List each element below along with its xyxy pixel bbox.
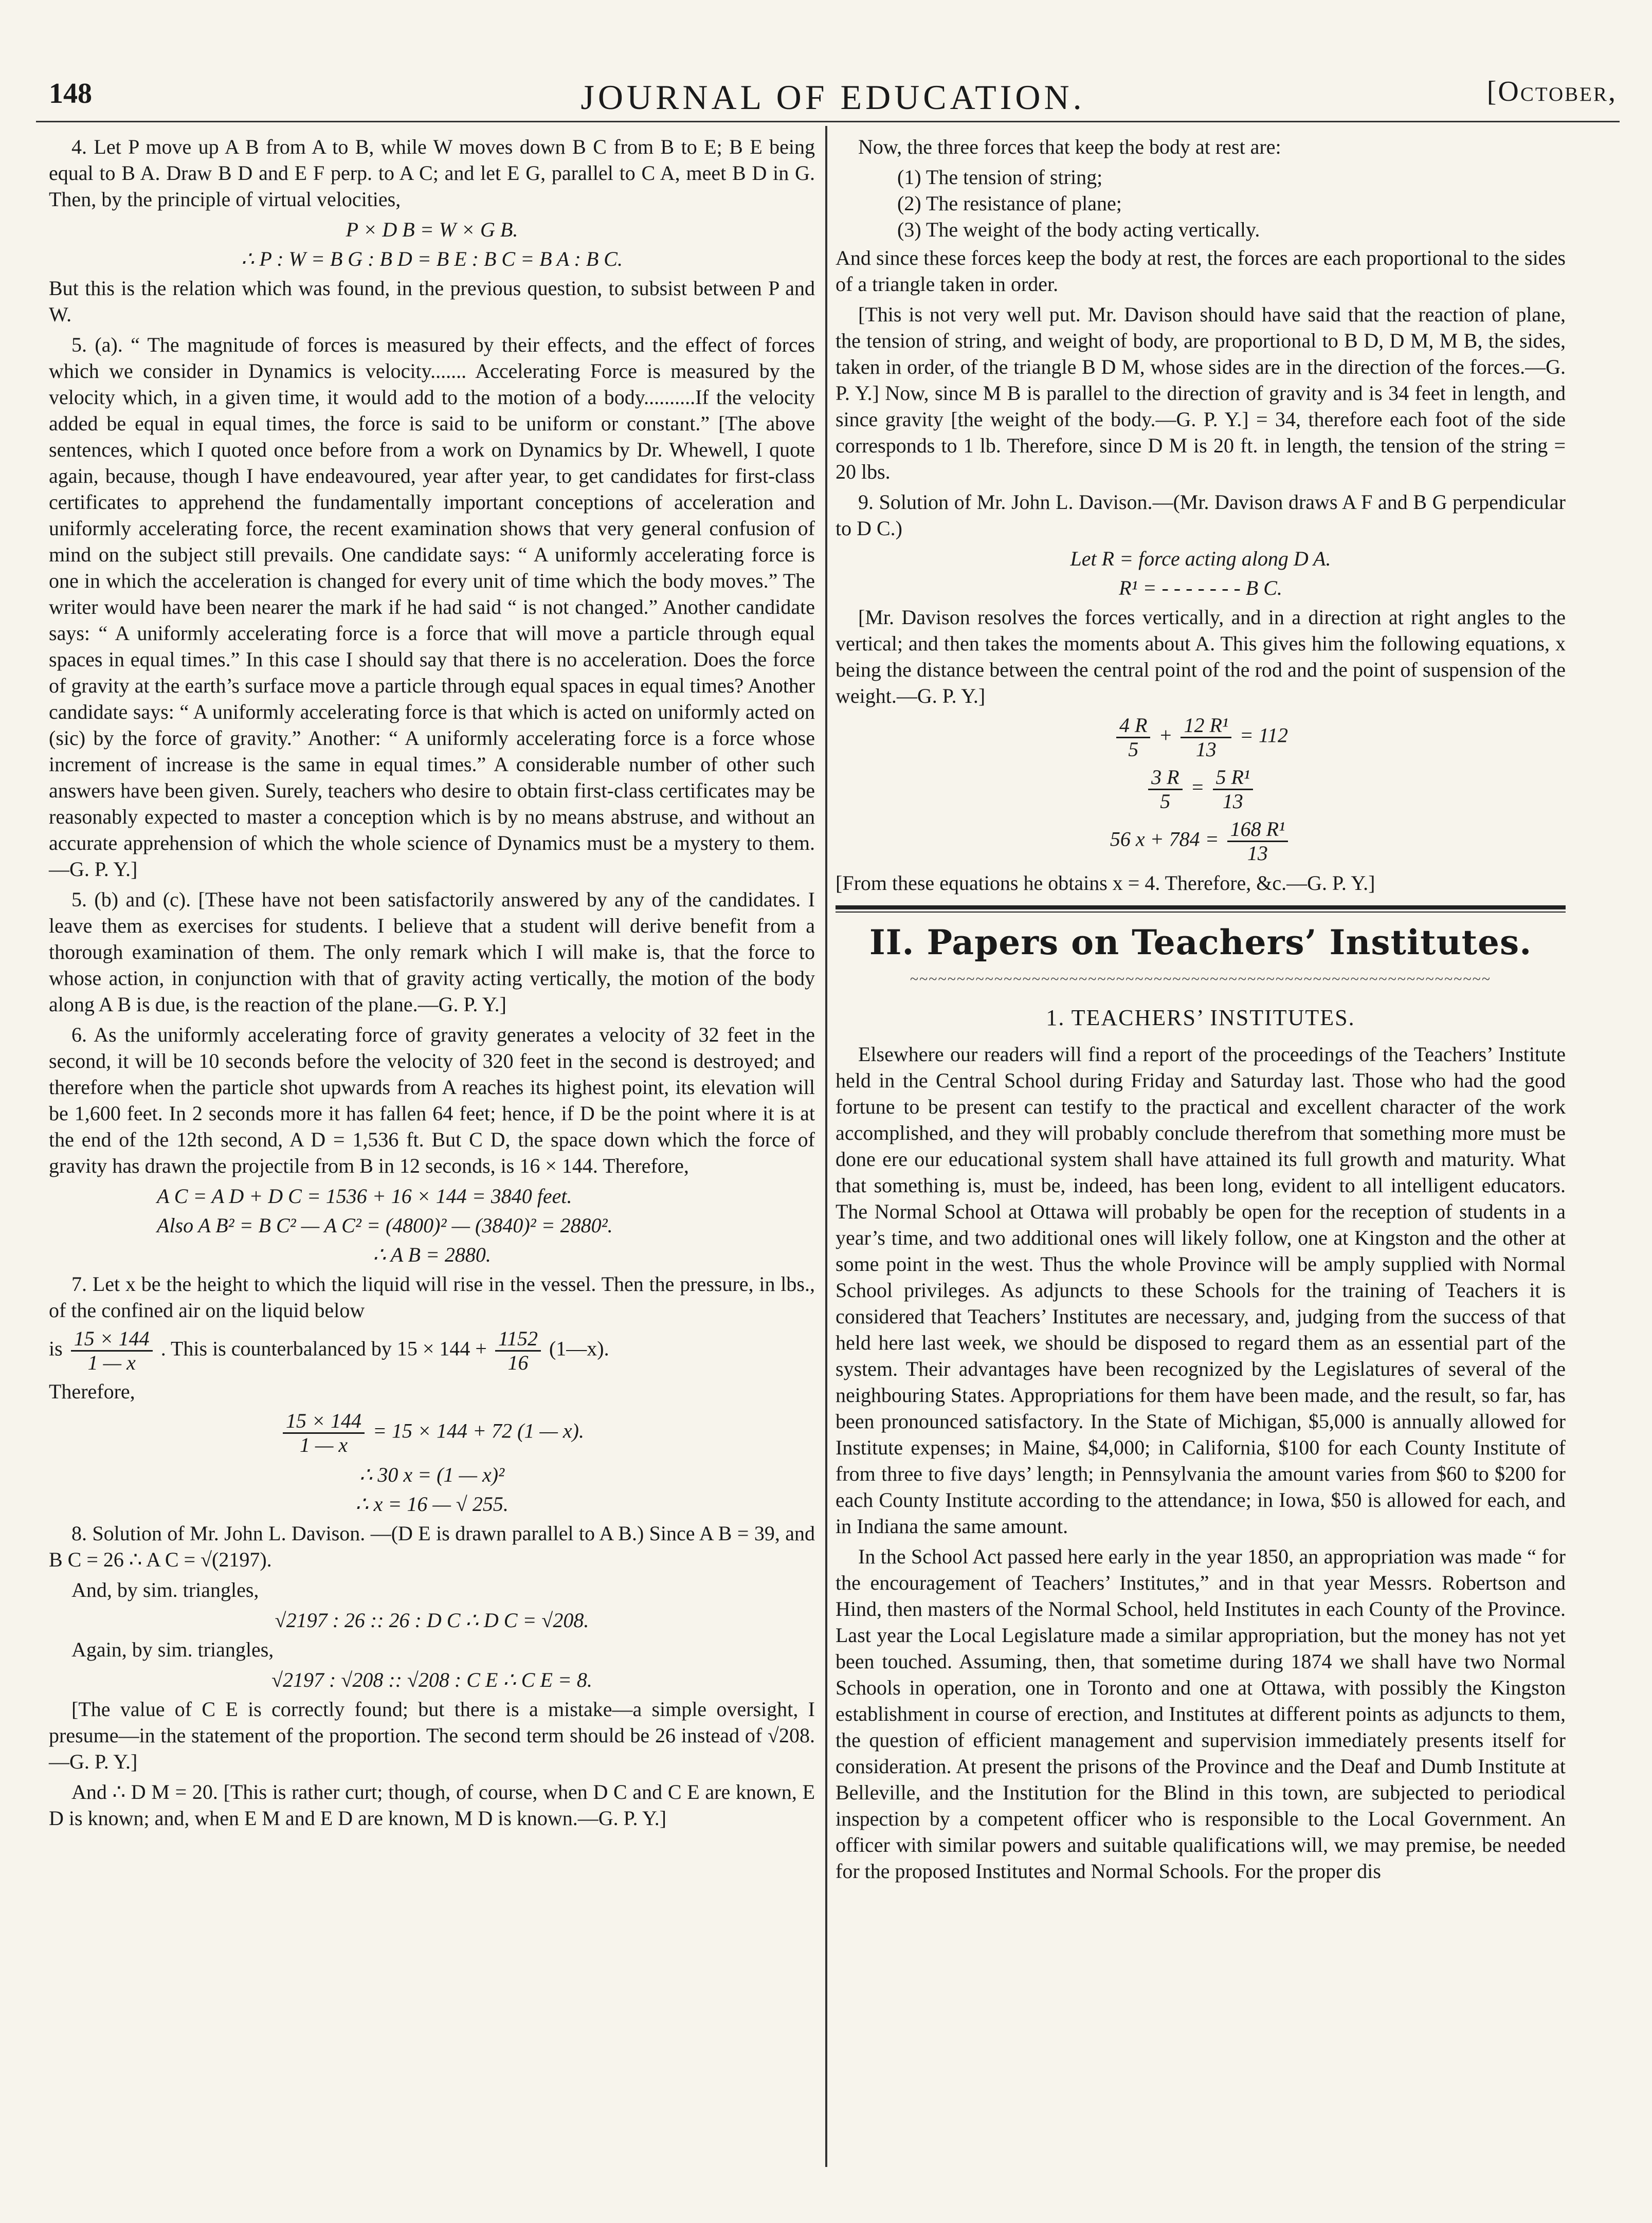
q9-eq3-den: 13: [1247, 842, 1268, 865]
q7-frac1-den: 1 — x: [87, 1351, 136, 1374]
q8-note: [The value of C E is correctly found; but there is a mistake—a simple oversight, I presume—in the statement of the proportion. The second term should be 26 instead of √208.—G. P. Y.]: [49, 1698, 815, 1773]
q9-eq1-den-a: 5: [1128, 738, 1139, 761]
forces-list-item: (3) The weight of the body acting vertically.: [897, 218, 1260, 241]
q5a-paragraph: 5. (a). “ The magnitude of forces is measured by their effects, and the effect of forces which we consider in Dynamics is velocity....... Accelerating Force is measured by the velocity which, in a given time, it would add to the motion of a body..........If the velocity added be equal in equal times, the force is said to be uniform or constant.” [The above sentences, which I quoted once before from a work on Dynamics by Dr. Whewell, I quote again, because, though I have endeavoured, year after year, to get candidates for first-class certificates to apprehend the fundamentally important conceptions of acceleration and uniformly accelerating force, the recent examination shows that very general confusion of mind on the subject still prevails. One candidate says: “ A uniformly accelerating force is one in which the acceleration is changed for every unit of time which the body moves.” The writer would have been nearer the mark if he had said “ is not changed.” Another candidate says: “ A uniformly accelerating force is a force that will move a particle through equal spaces in equal times.” In this case I should say that there is no acceleration. Does the force of gravity at the earth’s surface move a particle through equal spaces in equal times? Another candidate says: “ A uniformly accelerating force is that which is acted on uniformly acted on (sic) by the force of gravity.” Another: “ A uniformly accelerating force is a force whose increment of increase is the same in equal times.” A considerable number of other such answers have been given. Surely, teachers who desire to obtain first-class certificates may be reasonably expected to master a conception which is by no means abstruse, and without an accurate apprehension of which the whole science of Dynamics must be a mystery to them.—G. P. Y.]: [49, 333, 815, 881]
article-title: 1. TEACHERS’ INSTITUTES.: [1046, 1005, 1355, 1030]
q9-eq1-plus: +: [1158, 723, 1173, 747]
q9-definition-2: R¹ = - - - - - - - B C.: [1119, 576, 1282, 599]
article-paragraph: In the School Act passed here early in the year 1850, an appropriation was made “ for the encouragement of Teachers’ Institutes,” and in that year Messrs. Robertson and Hind, then masters of the Normal School, held Institutes in each County of the Province. Last year the Local Legislature made a similar appropriation, but the money has not yet been touched. Assuming, then, that sometime during 1874 we shall have two Normal Schools in operation, one in Toronto and one at Ottawa, with possibly the Kingston establishment in course of erection, and Institutes at different points as adjuncts to them, the question of efficient management and supervision immediately presents itself for consideration. At present the prisons of the Province and the Deaf and Dumb Institute at Belleville, and the Institution for the Blind in this town, are subjected to periodical inspection by a competent officer who is responsible to the Local Government. An officer with similar powers and suitable qualifications will, we may premise, be needed for the proposed Institutes and Normal Schools. For the proper dis: [836, 1545, 1566, 1883]
forces-list-item: (2) The resistance of plane;: [897, 192, 1122, 215]
issue-month: [October,: [1486, 76, 1617, 107]
q7-fraction-2: [495, 1327, 541, 1374]
q4-conclusion: But this is the relation which was found, in the previous question, to subsist between P and W.: [49, 277, 815, 326]
q9-conclusion: [From these equations he obtains x = 4. Therefore, &c.—G. P. Y.]: [836, 871, 1375, 895]
q7-end: (1—x).: [549, 1337, 609, 1360]
q7-frac1-num: 15 × 144: [71, 1327, 153, 1352]
forces-list-item: (1) The tension of string;: [897, 166, 1103, 189]
q7-eq-rhs: = 15 × 144 + 72 (1 — x).: [373, 1419, 584, 1443]
q9-note: [Mr. Davison resolves the forces vertically, and in a direction at right angles to the vertical; and then takes the moments about A. This gives him the following equations, x being the distance between the central point of the rod and the point of suspension of the weight.—G. P. Y.]: [836, 606, 1566, 707]
q9-eq2-den-b: 13: [1222, 790, 1243, 813]
q7-eq-num: 15 × 144: [283, 1410, 365, 1434]
q6-equation-1: A C = A D + D C = 1536 + 16 × 144 = 3840 feet.: [157, 1185, 572, 1208]
article-paragraph: Elsewhere our readers will find a report of the proceedings of the Teachers’ Institute held in the Central School during Friday and Saturday last. Those who had the good fortune to be present can testify to the practical and excellent character of the work accomplished, and they will probably conclude therefrom that something more must be done ere our educational system shall have attained its full growth and maturity. What that something is, must be, indeed, has been long, evident to all intelligent educators. The Normal School at Ottawa will probably be open for the reception of students in a year’s time, and two additional ones will likely follow, one at Kingston and the other at some point in the west. Thus the whole Province will be amply supplied with Normal School privileges. As adjuncts to these Schools for the training of Teachers it is considered that Teachers’ Institutes are necessary, and, judging from the success of that held here last week, we should be disposed to regard them as an essential part of the system. Their advantages have been recognized by the Legislatures of several of the neighbouring States. Appropriations for them have been made, and the result, so far, has been pronounced satisfactory. In the State of Michigan, $5,000 is annually allowed for Institute expenses; in Maine, $4,000; in California, $100 for each County Institute of from three to five days’ length; in Pennsylvania the amount varies from $60 to $200 for each County Institute according to the attendance; in Iowa, $50 is allowed for each, and in Indiana the same amount.: [836, 1043, 1566, 1538]
forces-conclusion: And since these forces keep the body at rest, the forces are each proportional to the sides of a triangle taken in order.: [836, 246, 1566, 296]
page-number: 148: [49, 78, 92, 110]
q9-eq1-num-b: 12 R¹: [1181, 714, 1231, 738]
q9-eq1-num-a: 4 R: [1116, 714, 1150, 738]
q4-equation-2: ∴ P : W = B G : B D = B E : B C = B A : B C.: [241, 247, 623, 270]
q5bc-paragraph: 5. (b) and (c). [These have not been satisfactorily answered by any of the candidates. I leave them as exercises for students. I believe that a student will derive benefit from a thorough examination of them. The only remark which I will make is, that the force to whose action, in conjunction with that of gravity acting vertically, the motion of the body along A B is due, is the reaction of the plane.—G. P. Y.]: [49, 888, 815, 1016]
q4-paragraph: 4. Let P move up A B from A to B, while W moves down B C from B to E; B E being equal to B A. Draw B D and E F perp. to A C; and let E G, parallel to C A, meet B D in G. Then, by the principle of virtual velocities,: [49, 135, 815, 211]
editor-note-forces: [This is not very well put. Mr. Davison should have said that the reaction of plane, the tension of string, and weight of body, are proportional to B D, D M, M B, the sides, taken in order, of the triangle B D M, whose sides are in the direction of the forces.—G. P. Y.] Now, since M B is parallel to the direction of gravity and is 34 feet in length, and since gravity [the weight of the body.—G. P. Y.] = 34, therefore each foot of the side corresponds to 1 lb. Therefore, since D M is 20 ft. in length, the tension of the string = 20 lbs.: [836, 303, 1566, 483]
q9-eq3-num: 168 R¹: [1227, 818, 1288, 842]
q8-conclusion: And ∴ D M = 20. [This is rather curt; though, of course, when D C and C E are known, E D is known; and, when E M and E D are known, M D is known.—G. P. Y.]: [49, 1780, 815, 1830]
section-heading: II. Papers on Teachers’ Institutes.: [869, 922, 1532, 962]
q9-definition-1: Let R = force acting along D A.: [1070, 547, 1331, 570]
q8-equation-1: √2197 : 26 :: 26 : D C ∴ D C = √208.: [275, 1609, 589, 1632]
q7-equation-1: [49, 1410, 815, 1456]
q9-paragraph: 9. Solution of Mr. John L. Davison.—(Mr. Davison draws A F and B G perpendicular to D C.): [836, 490, 1566, 540]
q7-equation-3: ∴ x = 16 — √ 255.: [355, 1492, 509, 1516]
q6-equation-3: ∴ A B = 2880.: [373, 1243, 491, 1266]
q9-eq2-num-b: 5 R¹: [1213, 766, 1253, 790]
q8-equation-2: √2197 : √208 :: √208 : C E ∴ C E = 8.: [271, 1668, 592, 1691]
q9-eq2-num-a: 3 R: [1148, 766, 1182, 790]
forces-list: [836, 164, 1566, 243]
q9-eq3-lhs: 56 x + 784 =: [1110, 827, 1219, 851]
q7-frac2-num: 1152: [495, 1327, 541, 1352]
q7-equation-2: ∴ 30 x = (1 — x)²: [359, 1463, 505, 1486]
q9-eq2-den-a: 5: [1160, 790, 1171, 813]
q9-eq3-frac: [1227, 818, 1288, 865]
q9-eq1-rhs: = 112: [1239, 723, 1288, 747]
q9-equation-2: [836, 766, 1566, 813]
q8-sim-triangles-1: And, by sim. triangles,: [71, 1578, 259, 1601]
q6-equation-2: Also A B² = B C² — A C² = (4800)² — (3840)² = 2880².: [157, 1214, 613, 1237]
left-column: [49, 134, 815, 1835]
q9-eq1-frac-a: [1116, 714, 1150, 761]
q7-fraction-1: [71, 1327, 153, 1374]
q9-eq2-equals: =: [1190, 775, 1205, 799]
q9-equation-1: [836, 714, 1566, 761]
q7-therefore: Therefore,: [49, 1380, 135, 1403]
section-rule: [836, 905, 1566, 909]
right-column: [836, 134, 1566, 1888]
q4-equation-1: P × D B = W × G B.: [346, 218, 518, 241]
q8-paragraph: 8. Solution of Mr. John L. Davison. —(D E is drawn parallel to A B.) Since A B = 39, and B C = 26 ∴ A C = √(2197).: [49, 1522, 815, 1571]
q9-eq2-frac-a: [1148, 766, 1182, 813]
q9-equation-3: [836, 818, 1566, 865]
q7-eq-fraction: [283, 1410, 365, 1456]
q7-pressure-line: [49, 1327, 815, 1374]
section-rule-thin: [836, 912, 1566, 913]
q9-eq1-frac-b: [1181, 714, 1231, 761]
q6-paragraph: 6. As the uniformly accelerating force of gravity generates a velocity of 32 feet in the second, it will be 10 seconds before the velocity of 320 feet in the second is destroyed; and therefore when the particle shot upwards from A reaches its highest point, its elevation will be 1,600 feet. In 2 seconds more it has fallen 64 feet; hence, if D be the point where it is at the end of the 12th second, A D = 1,536 ft. But C D, the space down which the force of gravity has drawn the projectile from B in 12 seconds, is 16 × 144. Therefore,: [49, 1023, 815, 1177]
q7-frac2-den: 16: [507, 1351, 529, 1374]
page-header: [49, 57, 1617, 117]
wavy-rule: ~~~~~~~~~~~~~~~~~~~~~~~~~~~~~~~~~~~~~~~~~~~~~~~~~~~~~~~~~~~~~~: [910, 971, 1492, 988]
q9-eq1-den-b: 13: [1195, 738, 1217, 761]
header-rule: [36, 121, 1620, 122]
q7-paragraph: 7. Let x be the height to which the liquid will rise in the vessel. Then the pressure, in lbs., of the confined air on the liquid below: [49, 1272, 815, 1322]
journal-title: JOURNAL OF EDUCATION.: [580, 78, 1085, 117]
q7-eq-den: 1 — x: [299, 1433, 348, 1456]
column-divider: [825, 126, 827, 2167]
q8-sim-triangles-2: Again, by sim. triangles,: [71, 1638, 274, 1661]
forces-intro: Now, the three forces that keep the body at rest are:: [858, 135, 1281, 158]
q7-is: is: [49, 1337, 63, 1360]
q7-middle: . This is counterbalanced by 15 × 144 +: [160, 1337, 487, 1360]
q9-eq2-frac-b: [1213, 766, 1253, 813]
